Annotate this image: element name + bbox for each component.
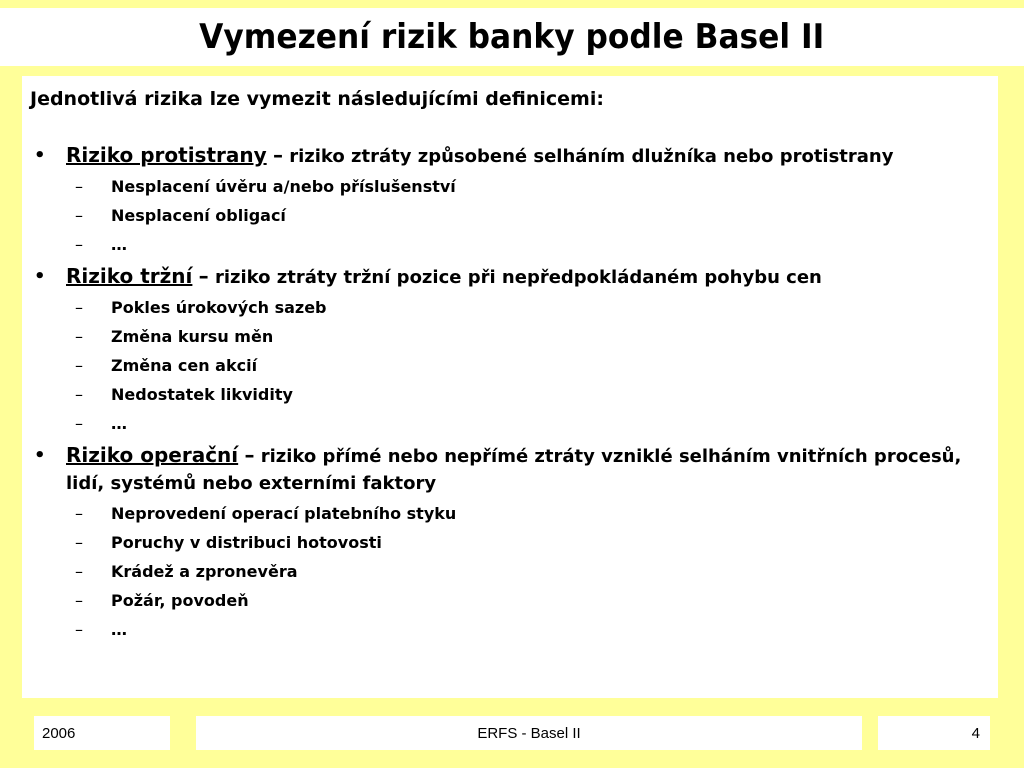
- footer-year-text: 2006: [42, 724, 76, 742]
- sub-item: [66, 201, 990, 230]
- sub-item: [66, 351, 990, 380]
- risk-definition: riziko ztráty způsobené selháním dlužníka nebo protistrany: [289, 146, 894, 167]
- dash-icon: –: [75, 356, 83, 375]
- sub-item: [66, 230, 990, 259]
- sub-item-text: …: [111, 414, 127, 433]
- sub-item: [66, 172, 990, 201]
- sub-item-text: Poruchy v distribuci hotovosti: [111, 533, 382, 552]
- bullet-icon: •: [34, 145, 46, 166]
- intro-text: Jednotlivá rizika lze vymezit následujícími definicemi:: [30, 88, 604, 110]
- risk-sublist: [66, 499, 990, 644]
- dash-icon: –: [75, 533, 83, 552]
- dash-icon: –: [75, 206, 83, 225]
- term-separator: –: [244, 443, 255, 467]
- dash-icon: –: [75, 177, 83, 196]
- dash-icon: –: [75, 504, 83, 523]
- risk-item: [30, 442, 990, 644]
- term-separator: –: [272, 143, 283, 167]
- sub-item-text: Nesplacení úvěru a/nebo příslušenství: [111, 177, 456, 196]
- dash-icon: –: [75, 298, 83, 317]
- sub-item-text: …: [111, 235, 127, 254]
- sub-item: [66, 586, 990, 615]
- dash-icon: –: [75, 591, 83, 610]
- slide-title: Vymezení rizik banky podle Basel II: [199, 17, 825, 57]
- risk-item: [30, 142, 990, 259]
- risk-sublist: [66, 293, 990, 438]
- dash-icon: –: [75, 235, 83, 254]
- sub-item: [66, 409, 990, 438]
- sub-item-text: Pokles úrokových sazeb: [111, 298, 327, 317]
- sub-item: [66, 322, 990, 351]
- footer-year: [34, 716, 170, 750]
- dash-icon: –: [75, 385, 83, 404]
- footer-title-text: ERFS - Basel II: [477, 724, 581, 742]
- bullet-icon: •: [34, 266, 46, 287]
- content-box: [22, 76, 998, 698]
- risk-term: Riziko protistrany: [66, 143, 267, 167]
- dash-icon: –: [75, 562, 83, 581]
- sub-item: [66, 557, 990, 586]
- risk-definition: riziko přímé nebo nepřímé ztráty vzniklé selháním vnitřních procesů, lidí, systémů nebo externími faktory: [66, 446, 962, 494]
- footer-page-text: 4: [971, 724, 980, 742]
- sub-item-text: Neprovedení operací platebního styku: [111, 504, 457, 523]
- sub-item: [66, 528, 990, 557]
- risk-term: Riziko tržní: [66, 264, 193, 288]
- footer-page-number: [878, 716, 990, 750]
- sub-item: [66, 380, 990, 409]
- sub-item-text: …: [111, 620, 127, 639]
- sub-item-text: Změna kursu měn: [111, 327, 274, 346]
- sub-item-text: Nesplacení obligací: [111, 206, 286, 225]
- sub-item-text: Změna cen akcií: [111, 356, 258, 375]
- title-box: [0, 8, 1024, 66]
- sub-item: [66, 615, 990, 644]
- footer-title: [196, 716, 862, 750]
- risk-sublist: [66, 172, 990, 259]
- risk-list: [30, 142, 990, 644]
- dash-icon: –: [75, 620, 83, 639]
- sub-item: [66, 293, 990, 322]
- sub-item-text: Krádež a zpronevěra: [111, 562, 298, 581]
- dash-icon: –: [75, 414, 83, 433]
- dash-icon: –: [75, 327, 83, 346]
- sub-item-text: Nedostatek likvidity: [111, 385, 293, 404]
- risk-term: Riziko operační: [66, 443, 239, 467]
- risk-definition: riziko ztráty tržní pozice při nepředpokládaném pohybu cen: [214, 267, 822, 288]
- sub-item: [66, 499, 990, 528]
- risk-item: [30, 263, 990, 438]
- term-separator: –: [198, 264, 209, 288]
- sub-item-text: Požár, povodeň: [111, 591, 249, 610]
- bullet-icon: •: [34, 445, 46, 466]
